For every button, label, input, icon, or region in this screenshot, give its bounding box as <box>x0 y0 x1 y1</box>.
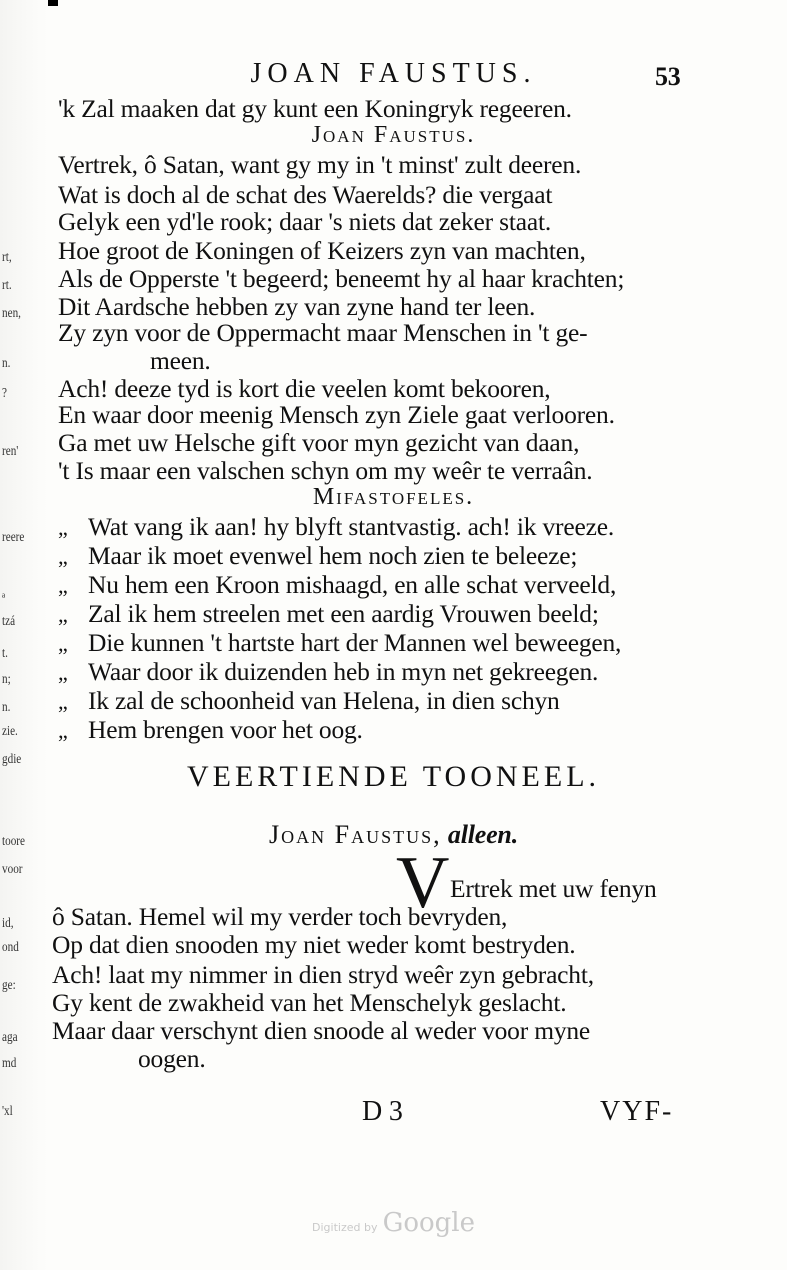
quote-mark: „ <box>58 689 68 714</box>
verse-text: Vertrek, ô Satan, want gy my in 't minst' zult deeren. <box>58 150 582 179</box>
quote-mark: „ <box>58 573 68 598</box>
quote-mark: „ <box>58 718 68 743</box>
bleedthrough-fragment: ? <box>2 386 7 401</box>
verse-text: Op dat dien snooden my niet weder komt bestryden. <box>52 930 576 959</box>
scene-speaker-name: Joan Faustus, <box>269 820 442 849</box>
bleedthrough-fragment: md <box>2 1056 17 1071</box>
quote-mark: „ <box>58 602 68 627</box>
bleedthrough-fragment: reere <box>2 530 25 545</box>
verse-text: meen. <box>150 346 211 375</box>
verse-text: ô Satan. Hemel wil my verder toch bevryden, <box>52 902 508 931</box>
bleedthrough-fragment: aga <box>2 1030 18 1045</box>
verse-line <box>58 150 581 180</box>
left-gutter-bleedthrough <box>0 0 48 1270</box>
verse-line <box>52 902 507 932</box>
verse-line-quoted <box>58 599 599 629</box>
catchword: VYF- <box>600 1096 674 1127</box>
verse-text: Gelyk een yd'le rook; daar 's niets dat zeker staat. <box>58 207 552 236</box>
bleedthrough-fragment: ren' <box>2 444 19 459</box>
verse-text: Ga met uw Helsche gift voor myn gezicht van daan, <box>58 428 580 457</box>
verse-text: En waar door meenig Mensch zyn Ziele gaat verlooren. <box>58 400 615 429</box>
verse-line-quoted <box>58 715 363 745</box>
bleedthrough-fragment: ond <box>2 940 19 955</box>
watermark-brand: Google <box>382 1208 475 1238</box>
verse-line <box>58 400 615 430</box>
bleedthrough-fragment: ge: <box>2 978 16 993</box>
verse-line-quoted <box>58 512 614 542</box>
verse-text: Hem brengen voor het oog. <box>88 715 363 744</box>
verse-line <box>52 1016 590 1046</box>
scene-speaker-note: alleen. <box>447 820 518 849</box>
verse-line <box>52 930 575 960</box>
scene-speaker <box>0 820 787 850</box>
bleedthrough-fragment: gdie <box>2 752 22 767</box>
bleedthrough-fragment: voor <box>2 862 23 877</box>
verse-line <box>138 1044 206 1074</box>
bleedthrough-fragment: ª <box>2 592 6 607</box>
verse-text: 't Is maar een valschen schyn om my weêr te verraân. <box>58 456 593 485</box>
verse-line-quoted <box>58 570 616 600</box>
bleedthrough-fragment: rt, <box>2 250 12 265</box>
speaker-mifastofeles: Mifastofeles. <box>312 484 475 510</box>
bleedthrough-fragment: nen, <box>2 306 21 321</box>
verse-line <box>58 428 579 458</box>
verse-text: Waar door ik duizenden heb in myn net gekreegen. <box>88 657 599 686</box>
first-line-rest: Ertrek met uw fenyn <box>450 874 657 903</box>
bleedthrough-fragment: 'xl <box>2 1104 13 1119</box>
quote-mark: „ <box>58 544 68 569</box>
quote-mark: „ <box>58 515 68 540</box>
running-title: JOAN FAUSTUS. <box>250 58 537 89</box>
verse-line-quoted <box>58 686 560 716</box>
verse-text: Ach! laat my nimmer in dien stryd weêr zyn gebracht, <box>52 960 594 989</box>
bleedthrough-fragment: n. <box>2 356 11 371</box>
verse-text: Gy kent de zwakheid van het Menschelyk geslacht. <box>52 988 567 1017</box>
bleedthrough-fragment: zie. <box>2 724 18 739</box>
verse-line <box>58 264 624 294</box>
quote-mark: „ <box>58 631 68 656</box>
scene-title: VEERTIENDE TOONEEL. <box>186 760 601 793</box>
verse-text: Ach! deeze tyd is kort die veelen komt bekooren, <box>58 374 551 403</box>
verse-text: Maar ik moet evenwel hem noch zien te beleeze; <box>88 541 578 570</box>
verse-text: Ik zal de schoonheid van Helena, in dien schyn <box>88 686 560 715</box>
bleedthrough-fragment: t. <box>2 646 8 661</box>
verse-line <box>52 988 566 1018</box>
quote-mark: „ <box>58 660 68 685</box>
drop-cap: V <box>396 842 450 924</box>
verse-text: oogen. <box>138 1044 206 1073</box>
watermark-prefix: Digitized by <box>312 1221 378 1234</box>
verse-line <box>150 346 211 376</box>
verse-text: Zy zyn voor de Oppermacht maar Menschen in 't ge- <box>58 318 588 347</box>
verse-text: Dit Aardsche hebben zy van zyne hand ter leen. <box>58 292 536 321</box>
digitized-watermark <box>0 1208 787 1238</box>
verse-line-quoted <box>58 541 577 571</box>
bleedthrough-fragment: rt. <box>2 278 12 293</box>
signature-mark: D 3 <box>362 1096 403 1127</box>
bleedthrough-fragment: tzá <box>2 614 16 629</box>
verse-line <box>58 180 552 210</box>
verse-text: Die kunnen 't hartste hart der Mannen wel beweegen, <box>88 628 622 657</box>
bleedthrough-fragment: toore <box>2 834 26 849</box>
verse-text: Maar daar verschynt dien snoode al weder voor myne <box>52 1016 591 1045</box>
verse-text: Zal ik hem streelen met een aardig Vrouwen beeld; <box>88 599 599 628</box>
verse-line <box>58 318 587 348</box>
verse-line-quoted <box>58 628 621 658</box>
page-number: 53 <box>655 62 681 91</box>
verse-text: Wat vang ik aan! hy blyft stantvastig. ach! ik vreeze. <box>88 512 614 541</box>
bleedthrough-fragment: n; <box>2 672 11 687</box>
verse-line <box>58 236 586 266</box>
speaker-joan-faustus: Joan Faustus. <box>311 122 476 148</box>
verse-text: Als de Opperste 't begeerd; beneemt hy al haar krachten; <box>58 264 625 293</box>
verse-line <box>52 960 594 990</box>
verse-line-quoted <box>58 657 598 687</box>
verse-line <box>58 456 592 486</box>
verse-text: Nu hem een Kroon mishaagd, en alle schat verveeld, <box>88 570 617 599</box>
verse-text: Wat is doch al de schat des Waerelds? die vergaat <box>58 180 553 209</box>
verse-line <box>58 94 572 124</box>
verse-line <box>58 207 551 237</box>
bleedthrough-fragment: n. <box>2 700 11 715</box>
verse-text: 'k Zal maaken dat gy kunt een Koningryk regeeren. <box>58 94 572 123</box>
verse-text: Hoe groot de Koningen of Keizers zyn van machten, <box>58 236 586 265</box>
bleedthrough-fragment: id, <box>2 916 14 931</box>
